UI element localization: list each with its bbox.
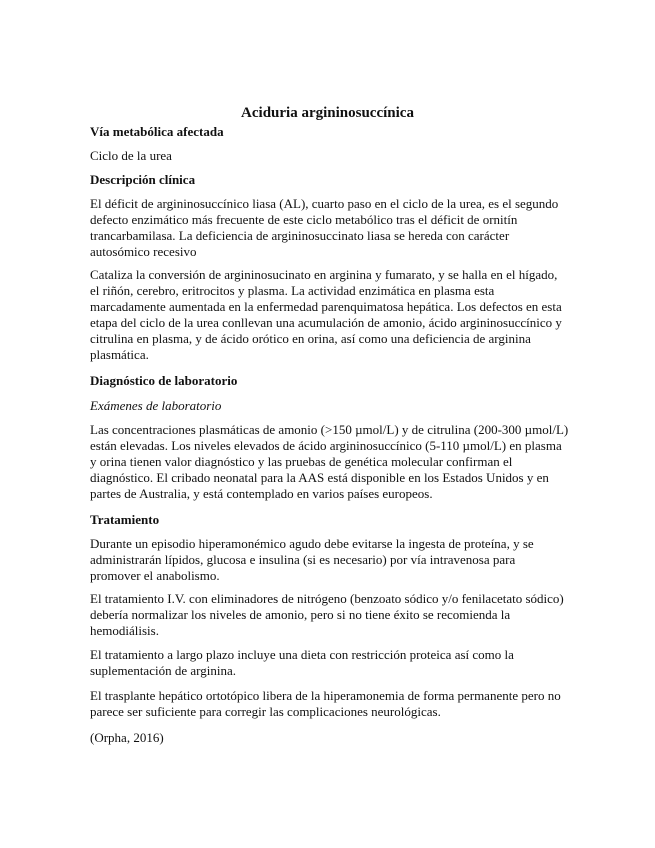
line: hemodiálisis.: [90, 623, 159, 638]
line: administrarán lípidos, glucosa e insulina (si es necesario) por vía intravenosa para: [90, 552, 516, 567]
line: están elevadas. Los niveles elevados de ácido argininosuccínico (5-110 µmol/L) en plasma: [90, 438, 562, 453]
line: marcadamente aumentada en la enfermedad parenquimatosa hepática. Los defectos en esta: [90, 299, 562, 314]
document-title: Aciduria argininosuccínica: [241, 105, 414, 121]
paragraph: [90, 422, 590, 502]
paragraph: [90, 647, 590, 679]
line: El tratamiento I.V. con eliminadores de nitrógeno (benzoato sódico y/o fenilacetato sódico): [90, 591, 564, 606]
paragraph: [90, 591, 590, 639]
line: el riñón, cerebro, eritrocitos y plasma. La actividad enzimática en plasma esta: [90, 283, 495, 298]
heading-lab-diagnosis: Diagnóstico de laboratorio: [90, 373, 238, 388]
line: y orina tienen valor diagnóstico y las pruebas de genética molecular confirman el: [90, 454, 513, 469]
line: citrulina en plasma, y de ácido orótico en orina, así como una deficiencia de arginina: [90, 331, 531, 346]
paragraph: [90, 536, 590, 584]
heading-metabolic-pathway: Vía metabólica afectada: [90, 124, 224, 139]
line: El trasplante hepático ortotópico libera de la hiperamonemia de forma permanente pero no: [90, 688, 561, 703]
line: plasmática.: [90, 347, 149, 362]
line: partes de Australia, y está contemplado en varios países europeos.: [90, 486, 433, 501]
line: El tratamiento a largo plazo incluye una dieta con restricción proteica así como la: [90, 647, 514, 662]
citation: (Orpha, 2016): [90, 730, 164, 745]
metabolic-pathway-text: Ciclo de la urea: [90, 148, 172, 163]
subheading-lab-exams: Exámenes de laboratorio: [90, 398, 222, 413]
line: suplementación de arginina.: [90, 663, 236, 678]
line: promover el anabolismo.: [90, 568, 220, 583]
line: Cataliza la conversión de argininosucinato en arginina y fumarato, y se halla en el hígado,: [90, 267, 558, 282]
heading-clinical-description: Descripción clínica: [90, 172, 196, 187]
line: etapa del ciclo de la urea conllevan una acumulación de amonio, ácido argininosuccínico y: [90, 315, 562, 330]
line: defecto enzimático más frecuente de este ciclo metabólico tras el déficit de ornitín: [90, 212, 518, 227]
line: Durante un episodio hiperamonémico agudo debe evitarse la ingesta de proteína, y se: [90, 536, 534, 551]
line: debería normalizar los niveles de amonio, pero si no tiene éxito se recomienda la: [90, 607, 511, 622]
line: autosómico recesivo: [90, 244, 197, 259]
line: trancarbamilasa. La deficiencia de argininosuccinato liasa se hereda con carácter: [90, 228, 510, 243]
paragraph: [90, 196, 590, 260]
line: El déficit de argininosuccínico liasa (AL), cuarto paso en el ciclo de la urea, es el segundo: [90, 196, 559, 211]
heading-treatment: Tratamiento: [90, 512, 160, 527]
line: Las concentraciones plasmáticas de amonio (>150 µmol/L) y de citrulina (200-300 µmol/L): [90, 422, 569, 437]
line: parece ser suficiente para corregir las complicaciones neurológicas.: [90, 704, 441, 719]
paragraph: [90, 688, 590, 720]
paragraph: [90, 267, 590, 363]
line: diagnóstico. El cribado neonatal para la AAS está disponible en los Estados Unidos y en: [90, 470, 549, 485]
